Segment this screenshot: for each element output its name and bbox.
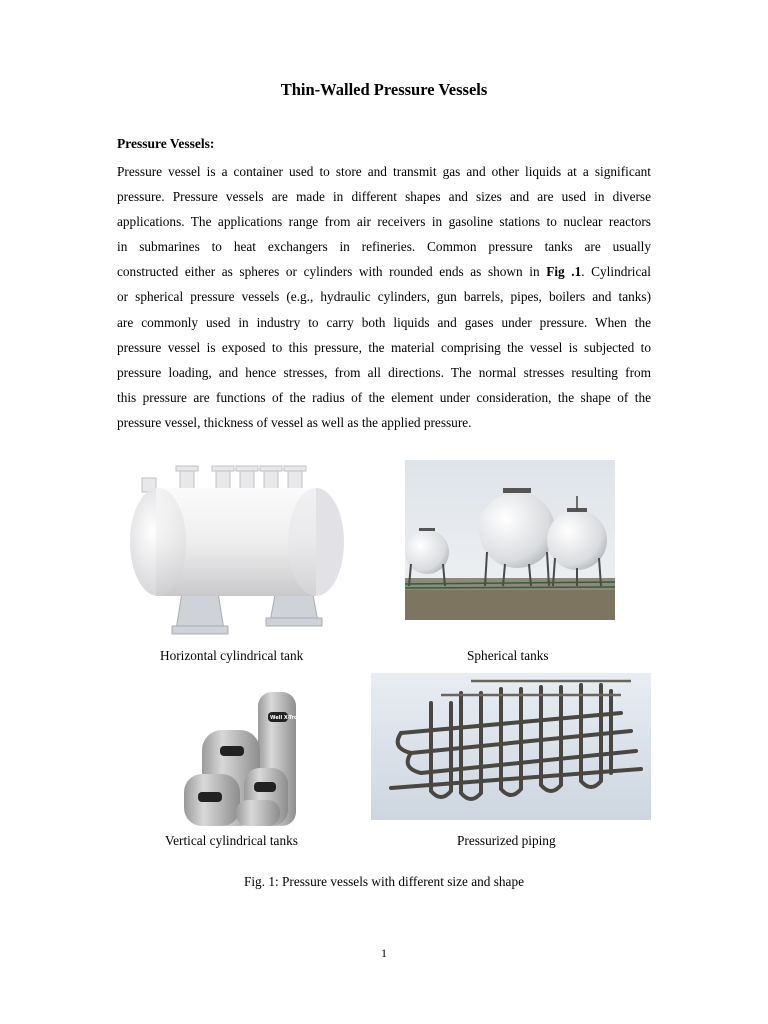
horizontal-tank-caption: Horizontal cylindrical tank <box>160 648 304 663</box>
tank-label: Well X-Trol <box>270 715 300 721</box>
spherical-tanks-caption: Spherical tanks <box>467 648 549 663</box>
paragraph-text: . Cylindrical <box>581 264 651 280</box>
paragraph-line: or spherical pressure vessels (e.g., hydraulic cylinders, gun barrels, pipes, boilers and tanks) <box>117 289 651 305</box>
paragraph-line: Pressure vessel is a container used to store and transmit gas and other liquids at a significant <box>117 164 651 179</box>
body-paragraph <box>117 159 651 435</box>
paragraph-line: pressure. Pressure vessels are made in different shapes and sizes and are used in diverse <box>117 189 651 205</box>
horizontal-tank-image <box>128 462 350 637</box>
paragraph-line: this pressure are functions of the radius of the element under consideration, the shape of the <box>117 389 651 405</box>
figure-caption: Fig. 1: Pressure vessels with different size and shape <box>243 874 525 889</box>
paragraph-line: in submarines to heat exchangers in refineries. Common pressure tanks are usually <box>117 239 651 255</box>
document-title: Thin-Walled Pressure Vessels <box>280 80 488 99</box>
paragraph-line: pressure vessel, thickness of vessel as well as the applied pressure. <box>117 414 472 430</box>
paragraph-line: pressure loading, and hence stresses, from all directions. The normal stresses resulting from <box>117 364 651 380</box>
paragraph-line: are commonly used in industry to carry both liquids and gases under pressure. When the <box>117 314 651 330</box>
pressurized-piping-caption: Pressurized piping <box>457 833 556 848</box>
page-number: 1 <box>381 946 387 960</box>
figure-reference: Fig .1 <box>546 264 582 280</box>
paragraph-text: constructed either as spheres or cylinders with rounded ends as shown in <box>117 264 547 280</box>
spherical-tanks-image <box>405 460 615 620</box>
vertical-tanks-caption: Vertical cylindrical tanks <box>165 833 298 848</box>
paragraph-line-with-fig-ref <box>117 259 651 284</box>
section-heading: Pressure Vessels: <box>117 136 215 151</box>
paragraph-line: applications. The applications range from air receivers in gasoline stations to nuclear reactors <box>117 214 651 230</box>
paragraph-line: pressure vessel is exposed to this pressure, the material comprising the vessel is subjected to <box>117 339 651 355</box>
pressurized-piping-image <box>371 673 651 820</box>
vertical-tanks-image <box>180 684 300 826</box>
